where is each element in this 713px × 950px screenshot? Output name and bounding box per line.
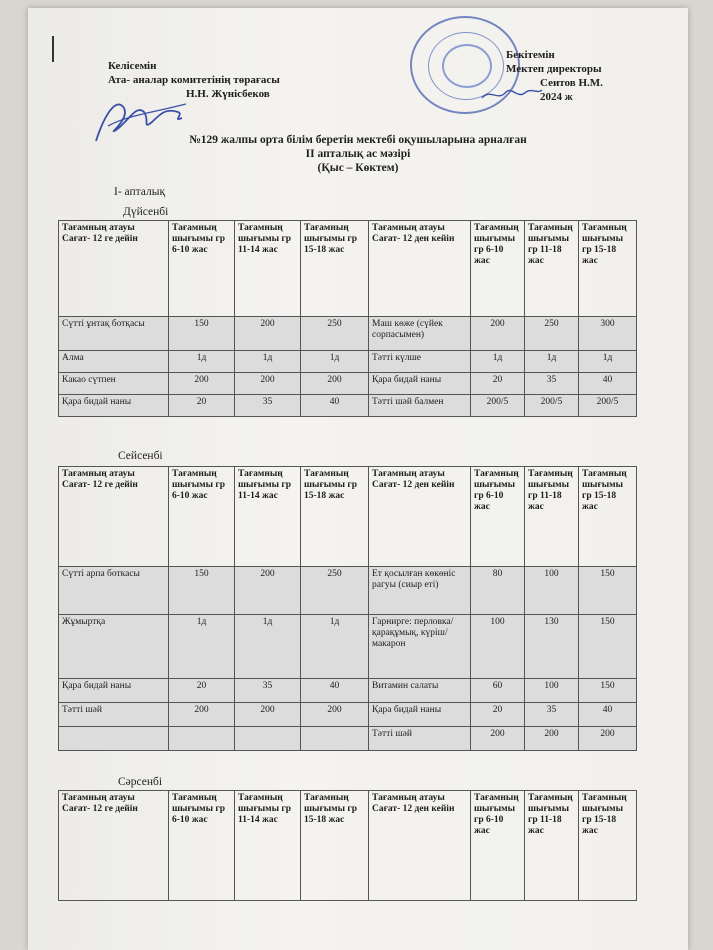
table-row	[59, 373, 637, 395]
cell: Витамин салаты	[369, 679, 471, 703]
week-label: I- апталық	[114, 186, 166, 198]
cell: 1д	[169, 351, 235, 373]
cell: 40	[579, 703, 637, 727]
day-label: Дүйсенбі	[123, 206, 169, 218]
cell: 100	[471, 615, 525, 679]
header-qty: Тағамның шығымы гр 6-10 жас	[471, 791, 525, 901]
cell: 150	[579, 679, 637, 703]
table-row	[59, 727, 637, 751]
menu-table-tuesday	[58, 466, 637, 751]
cell: 200/5	[525, 395, 579, 417]
cell: 35	[235, 679, 301, 703]
cell: 1д	[235, 351, 301, 373]
cell: 150	[579, 615, 637, 679]
cell: 1д	[471, 351, 525, 373]
approval-left-line3: Н.Н. Жүнісбеков	[186, 88, 270, 100]
approval-right-line3: Сеитов Н.М.	[540, 77, 603, 89]
header-qty: Тағамның шығымы гр 6-10 жас	[169, 221, 235, 317]
cell: 200	[471, 727, 525, 751]
cell: 80	[471, 567, 525, 615]
title-line1: №129 жалпы орта білім беретін мектебі оқушыларына арналған	[189, 134, 527, 146]
cell: Ет қосылған көкөніс рагуы (сиыр еті)	[369, 567, 471, 615]
table-row	[59, 351, 637, 373]
menu-table-wednesday	[58, 790, 637, 901]
cell	[59, 727, 169, 751]
cell: 35	[235, 395, 301, 417]
signature-right-icon	[480, 84, 544, 104]
cell: Гарнирге: перловка/ қарақұмық, күріш/ макарон	[369, 615, 471, 679]
header-qty: Тағамның шығымы гр 11-14 жас	[235, 791, 301, 901]
day-label: Сейсенбі	[118, 450, 163, 462]
cell: 150	[579, 567, 637, 615]
cell: Жұмыртқа	[59, 615, 169, 679]
approval-left-line2: Ата- аналар комитетінің төрағасы	[108, 74, 280, 86]
cell: 60	[471, 679, 525, 703]
table-header-row	[59, 467, 637, 567]
cell: 250	[525, 317, 579, 351]
cell: 200/5	[579, 395, 637, 417]
cell: 1д	[301, 351, 369, 373]
document-page	[28, 8, 688, 950]
menu-table-monday	[58, 220, 637, 417]
table-row	[59, 703, 637, 727]
header-qty: Тағамның шығымы гр 15-18 жас	[579, 467, 637, 567]
cell: 40	[301, 395, 369, 417]
cell: Сүтті арпа боткасы	[59, 567, 169, 615]
cell: 35	[525, 373, 579, 395]
cell: 20	[471, 703, 525, 727]
cell: 200	[301, 703, 369, 727]
cell: 200	[235, 373, 301, 395]
cell	[235, 727, 301, 751]
cell: 35	[525, 703, 579, 727]
cell: Сүтті ұнтақ ботқасы	[59, 317, 169, 351]
cell: 1д	[301, 615, 369, 679]
table-row	[59, 679, 637, 703]
header-qty: Тағамның шығымы гр 15-18 жас	[301, 221, 369, 317]
approval-right-line2: Мектеп директоры	[506, 63, 602, 75]
cell: 200/5	[471, 395, 525, 417]
cell: Тәтті күлше	[369, 351, 471, 373]
cell: Тәтті шәй балмен	[369, 395, 471, 417]
header-dish-before: Тағамның атауы Сағат- 12 ге дейін	[59, 221, 169, 317]
cell: Тәтті шәй	[59, 703, 169, 727]
cell: 40	[301, 679, 369, 703]
header-qty: Тағамның шығымы гр 11-14 жас	[235, 221, 301, 317]
approval-right-line4: 2024 ж	[540, 91, 573, 103]
day-label: Сәрсенбі	[118, 776, 163, 788]
header-qty: Тағамның шығымы гр 11-18 жас	[525, 791, 579, 901]
cell: 200	[525, 727, 579, 751]
table-row	[59, 395, 637, 417]
header-qty: Тағамның шығымы гр 15-18 жас	[301, 791, 369, 901]
cell: 40	[579, 373, 637, 395]
cell: Қара бидай наны	[369, 703, 471, 727]
table-row	[59, 567, 637, 615]
table-header-row	[59, 791, 637, 901]
cell	[301, 727, 369, 751]
table-row	[59, 615, 637, 679]
header-qty: Тағамның шығымы гр 6-10 жас	[169, 791, 235, 901]
header-qty: Тағамның шығымы гр 15-18 жас	[301, 467, 369, 567]
cell: 1д	[169, 615, 235, 679]
approval-right-line1: Бекітемін	[506, 49, 555, 61]
header-dish-before: Тағамның атауы Сағат- 12 ге дейін	[59, 791, 169, 901]
cell: 200	[579, 727, 637, 751]
header-dish-before: Тағамның атауы Сағат- 12 ге дейін	[59, 467, 169, 567]
cell: 1д	[235, 615, 301, 679]
cell: 150	[169, 567, 235, 615]
cell: 250	[301, 567, 369, 615]
header-qty: Тағамның шығымы гр 15-18 жас	[579, 221, 637, 317]
header-dish-after: Тағамның атауы Сағат- 12 ден кейін	[369, 791, 471, 901]
cell: Алма	[59, 351, 169, 373]
cell: 130	[525, 615, 579, 679]
header-qty: Тағамның шығымы гр 11-18 жас	[525, 467, 579, 567]
cell: Қара бидай наны	[59, 395, 169, 417]
header-dish-after: Тағамның атауы Сағат- 12 ден кейін	[369, 467, 471, 567]
cell: Маш көже (сүйек сорпасымен)	[369, 317, 471, 351]
cell: 200	[301, 373, 369, 395]
cell: 100	[525, 679, 579, 703]
header-qty: Тағамның шығымы гр 15-18 жас	[579, 791, 637, 901]
cell: 200	[471, 317, 525, 351]
cell: 200	[169, 703, 235, 727]
cell: 1д	[579, 351, 637, 373]
table-header-row	[59, 221, 637, 317]
approval-left-line1: Келісемін	[108, 60, 157, 72]
cell: 200	[169, 373, 235, 395]
title-line3: (Қыс – Көктем)	[317, 162, 399, 174]
cell: 100	[525, 567, 579, 615]
left-margin-mark	[52, 36, 54, 62]
cell: 250	[301, 317, 369, 351]
cell: 20	[471, 373, 525, 395]
header-qty: Тағамның шығымы гр 6-10 жас	[471, 467, 525, 567]
header-qty: Тағамның шығымы гр 6-10 жас	[471, 221, 525, 317]
cell	[169, 727, 235, 751]
cell: 150	[169, 317, 235, 351]
title-line2: II апталық ас мәзірі	[305, 148, 411, 160]
header-qty: Тағамның шығымы гр 11-18 жас	[525, 221, 579, 317]
cell: Қара бидай наны	[59, 679, 169, 703]
cell: 20	[169, 679, 235, 703]
cell: 200	[235, 317, 301, 351]
cell: 1д	[525, 351, 579, 373]
cell: 300	[579, 317, 637, 351]
table-row	[59, 317, 637, 351]
cell: Тәтті шәй	[369, 727, 471, 751]
cell: 200	[235, 703, 301, 727]
header-dish-after: Тағамның атауы Сағат- 12 ден кейін	[369, 221, 471, 317]
header-qty: Тағамның шығымы гр 11-14 жас	[235, 467, 301, 567]
cell: 20	[169, 395, 235, 417]
cell: Қара бидай наны	[369, 373, 471, 395]
cell: 200	[235, 567, 301, 615]
cell: Какао сүтпен	[59, 373, 169, 395]
header-qty: Тағамның шығымы гр 6-10 жас	[169, 467, 235, 567]
